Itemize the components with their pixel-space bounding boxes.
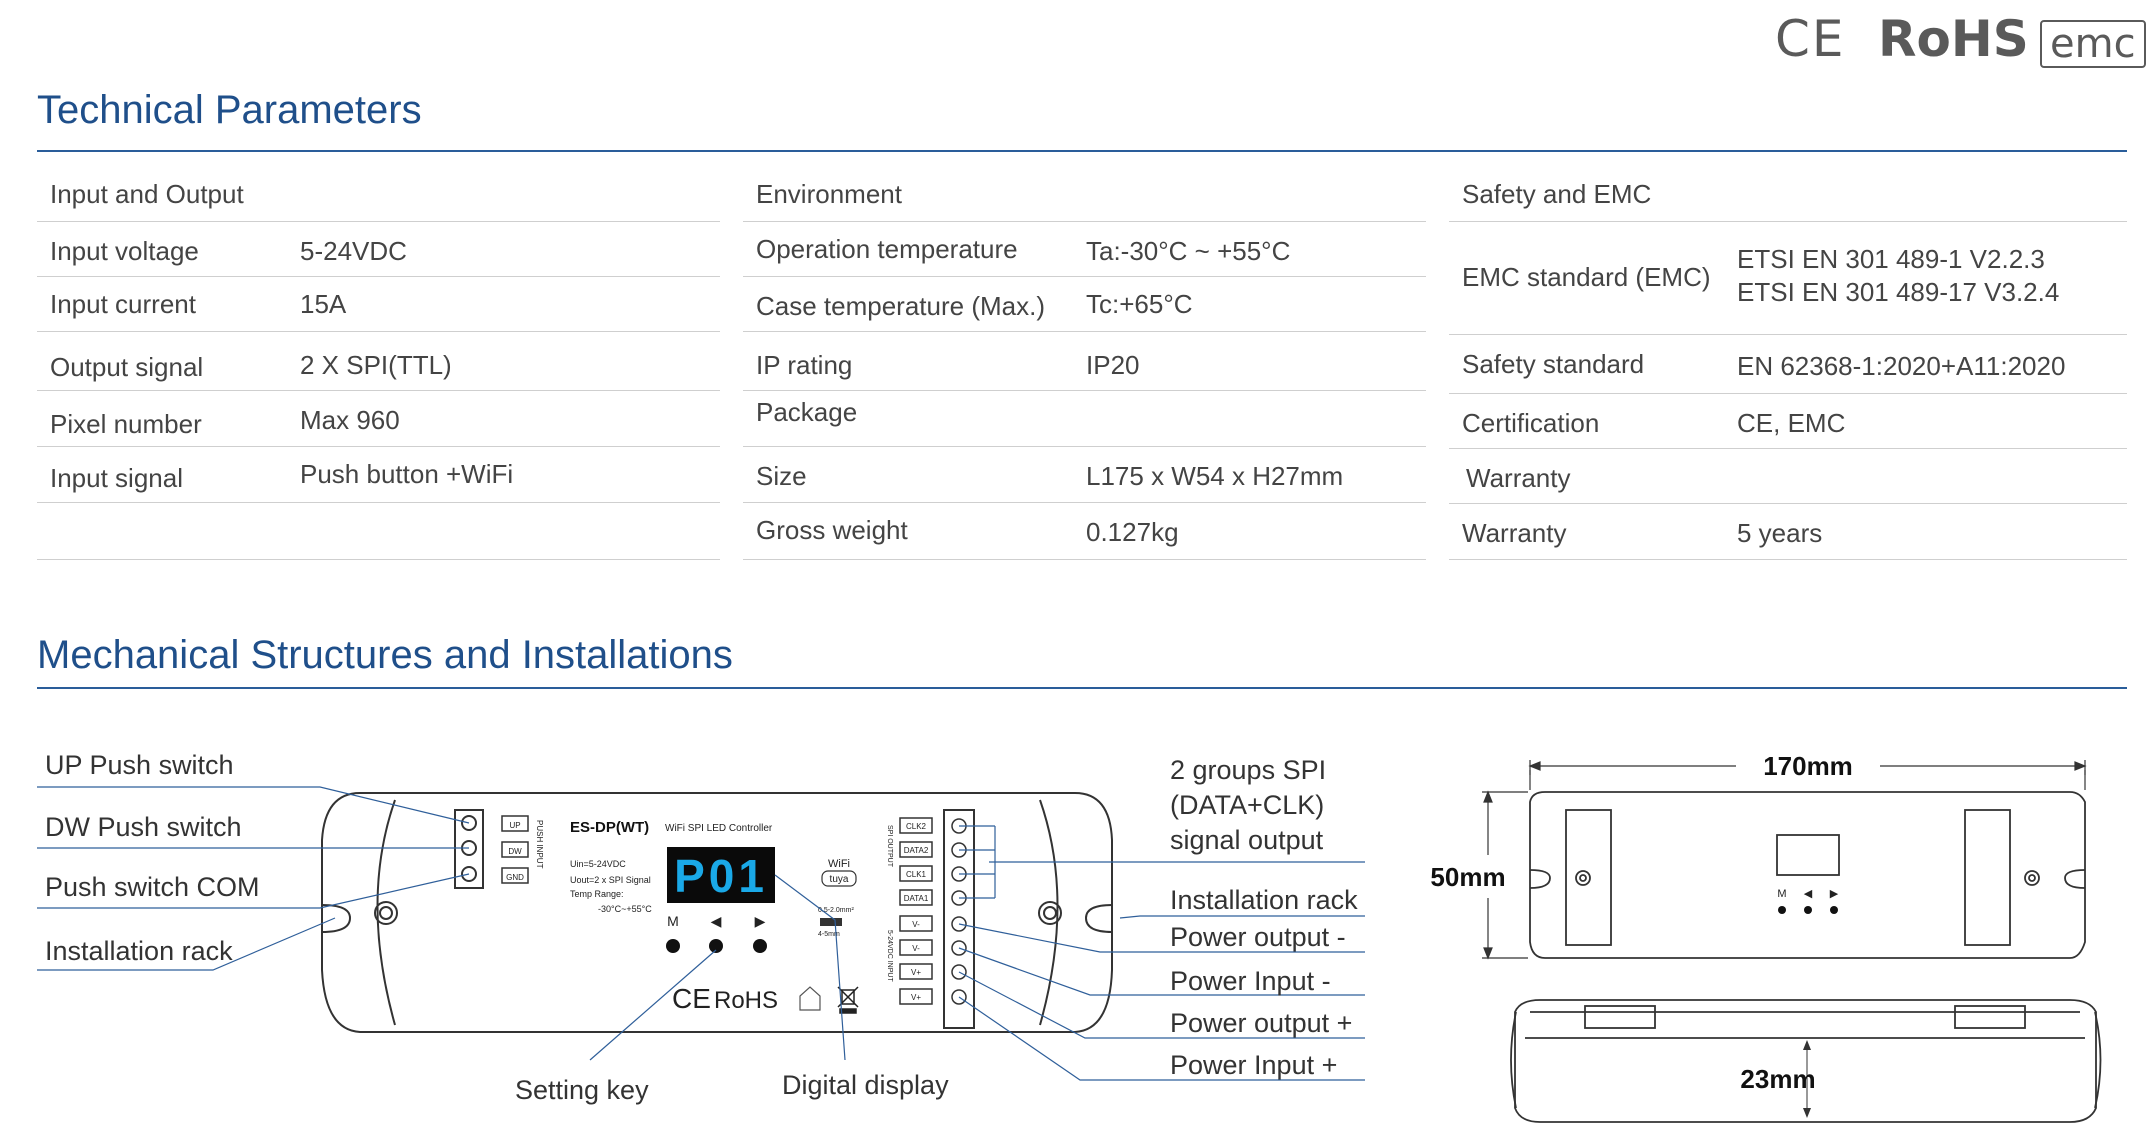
warranty-header-row xyxy=(1449,449,2127,504)
callout-dw-push-switch: DW Push switch xyxy=(45,812,242,842)
io-value: 5-24VDC xyxy=(300,236,407,266)
env-key: Case temperature (Max.) xyxy=(756,291,1045,321)
package-header-row xyxy=(743,391,1426,447)
io-header: Input and Output xyxy=(50,179,244,209)
spi-output-label: SPI OUTPUT xyxy=(886,825,893,868)
io-key: Input current xyxy=(50,289,196,319)
term-clk1: CLK1 xyxy=(905,870,927,879)
table-row xyxy=(743,222,1426,277)
device-spec-3: Temp Range: xyxy=(570,889,624,899)
safety-key: Certification xyxy=(1462,408,1600,438)
wire-spec-1: 0.5-2.0mm² xyxy=(818,907,854,914)
package-key: Size xyxy=(756,461,807,491)
table-row xyxy=(37,391,720,447)
term-clk2: CLK2 xyxy=(905,822,927,831)
dim-depth: 23mm xyxy=(1740,1064,1816,1094)
rohs-mark: RoHS xyxy=(1878,10,2029,68)
table-row xyxy=(1449,504,2127,560)
mech-rule xyxy=(37,687,2127,689)
dimension-drawing xyxy=(1420,730,2120,1130)
callout-push-switch-com: Push switch COM xyxy=(45,872,260,902)
term-data1: DATA1 xyxy=(903,894,929,903)
package-header: Package xyxy=(756,397,858,427)
tuya-label: tuya xyxy=(829,874,849,885)
top-btn-left: ◀ xyxy=(1803,888,1813,900)
tech-rule xyxy=(37,150,2127,152)
io-key: Pixel number xyxy=(50,409,202,439)
emc-value-1: ETSI EN 301 489-1 V2.2.3 xyxy=(1737,244,2045,274)
wire-spec-2: 4-5mm xyxy=(818,931,840,938)
io-value: Push button +WiFi xyxy=(300,459,514,489)
tech-title: Technical Parameters xyxy=(37,88,422,132)
warranty-key: Warranty xyxy=(1462,518,1567,548)
package-value: L175 x W54 x H27mm xyxy=(1086,461,1344,491)
home-icon xyxy=(800,987,820,1010)
env-value: Ta:-30°C ~ +55°C xyxy=(1086,236,1291,266)
safety-header: Safety and EMC xyxy=(1462,179,1652,209)
safety-value: EN 62368-1:2020+A11:2020 xyxy=(1737,351,2066,381)
top-btn-right: ▶ xyxy=(1829,888,1839,900)
display-readout: P01 xyxy=(674,850,768,902)
btn-left-label: ◀ xyxy=(710,913,722,929)
dim-length: 170mm xyxy=(1763,751,1853,781)
table-row xyxy=(37,222,720,277)
env-header-row xyxy=(743,163,1426,222)
callout-installation-rack-left: Installation rack xyxy=(45,936,233,966)
env-key: IP rating xyxy=(756,350,853,380)
table-row xyxy=(743,447,1426,503)
device-spec-4: -30°C~+55°C xyxy=(598,904,652,914)
term-v-plus-1: V+ xyxy=(910,968,922,977)
callout-spi-line-3: signal output xyxy=(1170,825,1324,855)
setting-key-left xyxy=(709,939,723,953)
device-ce: CE xyxy=(672,983,711,1014)
mount-slot-right xyxy=(1086,905,1112,932)
emc-value-2: ETSI EN 301 489-17 V3.2.4 xyxy=(1737,277,2060,307)
table-row xyxy=(37,277,720,332)
callout-power-input-plus: Power Input + xyxy=(1170,1050,1338,1080)
callout-spi-line-1: 2 groups SPI xyxy=(1170,755,1327,785)
push-up-label: UP xyxy=(509,821,521,830)
io-key: Output signal xyxy=(50,352,204,382)
term-v-minus-1: V- xyxy=(912,920,920,929)
table-row xyxy=(743,332,1426,391)
leader-rack-right xyxy=(1120,916,1365,918)
callout-setting-key: Setting key xyxy=(515,1075,649,1105)
callout-power-output-plus: Power output + xyxy=(1170,1008,1353,1038)
wifi-label: WiFi xyxy=(828,858,850,870)
callout-up-push-switch: UP Push switch xyxy=(45,750,234,780)
callout-digital-display: Digital display xyxy=(782,1070,949,1100)
side-view-body xyxy=(1515,1000,2096,1122)
warranty-header: Warranty xyxy=(1466,463,1571,493)
btn-right-label: ▶ xyxy=(754,913,766,929)
env-key: Operation temperature xyxy=(756,234,1018,264)
term-v-minus-2: V- xyxy=(912,944,920,953)
mech-title: Mechanical Structures and Installations xyxy=(37,633,733,677)
push-dw-label: DW xyxy=(508,847,522,856)
dim-height: 50mm xyxy=(1430,862,1506,892)
env-header: Environment xyxy=(756,179,902,209)
io-key: Input voltage xyxy=(50,236,199,266)
device-spec-1: Uin=5-24VDC xyxy=(570,859,626,869)
package-value: 0.127kg xyxy=(1086,517,1179,547)
mount-slot-left xyxy=(322,905,350,932)
btn-m-label: M xyxy=(667,913,679,929)
table-row xyxy=(37,503,720,560)
io-value: 15A xyxy=(300,289,347,319)
io-value: 2 X SPI(TTL) xyxy=(300,350,452,380)
setting-key-m xyxy=(666,939,680,953)
setting-key-right xyxy=(753,939,767,953)
table-row xyxy=(1449,394,2127,449)
callout-installation-rack-right: Installation rack xyxy=(1170,885,1358,915)
push-input-label: PUSH INPUT xyxy=(535,820,544,869)
callout-spi-line-2: (DATA+CLK) xyxy=(1170,790,1325,820)
term-data2: DATA2 xyxy=(903,846,929,855)
ce-mark: CE xyxy=(1775,10,1846,68)
table-row xyxy=(1449,335,2127,394)
env-value: Tc:+65°C xyxy=(1086,289,1193,319)
safety-value: CE, EMC xyxy=(1737,408,1846,438)
emc-mark: emc xyxy=(2040,20,2146,68)
term-v-plus-2: V+ xyxy=(910,993,922,1002)
warranty-value: 5 years xyxy=(1737,518,1823,548)
device-subtitle: WiFi SPI LED Controller xyxy=(665,823,773,834)
device-spec-2: Uout=2 x SPI Signal xyxy=(570,875,651,885)
io-key: Input signal xyxy=(50,463,183,493)
io-header-row xyxy=(37,163,720,222)
emc-key: EMC standard (EMC) xyxy=(1462,262,1711,292)
package-key: Gross weight xyxy=(756,515,908,545)
table-row xyxy=(1449,222,2127,335)
callout-power-output-minus: Power output - xyxy=(1170,922,1346,952)
io-value: Max 960 xyxy=(300,405,400,435)
push-gnd-label: GND xyxy=(506,873,524,882)
table-row xyxy=(743,503,1426,560)
top-view-display xyxy=(1777,835,1839,875)
dc-input-label: 5-24VDC INPUT xyxy=(886,930,893,982)
top-btn-m: M xyxy=(1777,888,1787,900)
device-rohs: RoHS xyxy=(714,987,779,1014)
table-row xyxy=(37,332,720,391)
device-model: ES-DP(WT) xyxy=(570,819,650,836)
safety-header-row xyxy=(1449,163,2127,222)
table-row xyxy=(37,447,720,503)
table-row xyxy=(743,277,1426,332)
safety-key: Safety standard xyxy=(1462,349,1645,379)
env-value: IP20 xyxy=(1086,350,1140,380)
callout-power-input-minus: Power Input - xyxy=(1170,966,1331,996)
